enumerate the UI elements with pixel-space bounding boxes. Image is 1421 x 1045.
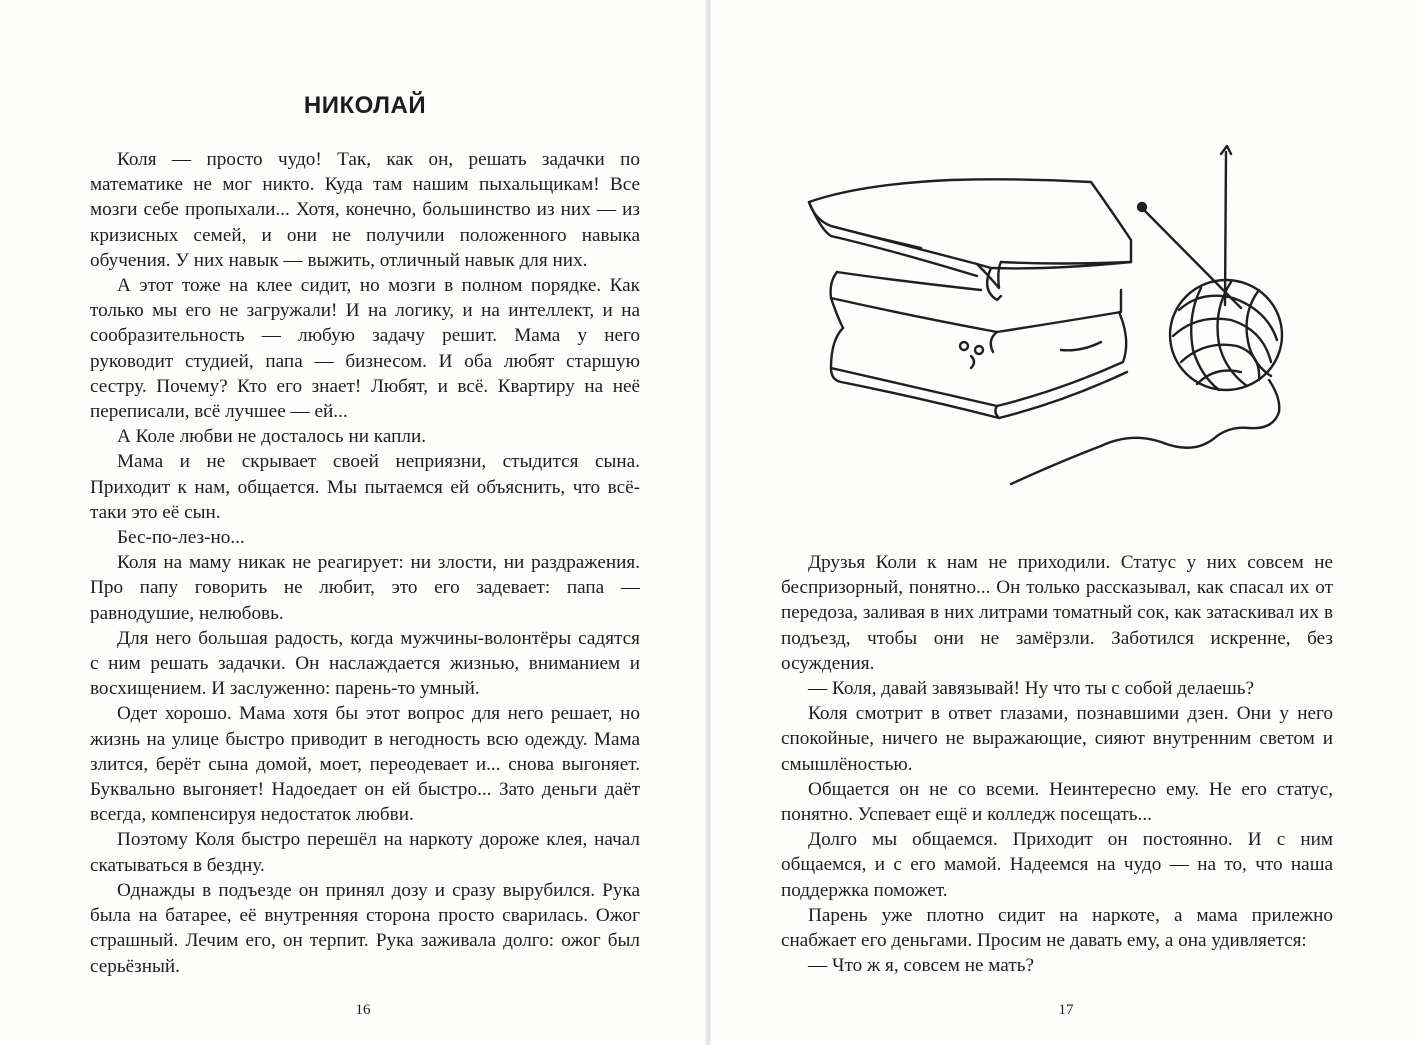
paragraph: Общается он не со всеми. Неинтересно ему. Не его статус, понятно. Успевает ещё и колледж посещать... — [781, 778, 1333, 826]
right-page — [711, 0, 1421, 1045]
paragraph: Долго мы общаемся. Приходит он постоянно. И с ним общаемся, и с его мамой. Надеемся на чудо — на то, что наша поддержка поможет. — [781, 829, 1333, 901]
page-number-right: 17 — [1058, 1002, 1074, 1018]
top-book-drawing — [809, 179, 1131, 300]
yarn-ball-drawing — [1170, 280, 1282, 390]
paragraph: Друзья Коли к нам не приходили. Статус у них совсем не беспризорный, понятно... Он только рассказывал, как спасал их от передоза, заливая в них литрами томатный сок, как затаскивал их в подъезд, чтобы они не замёрзли. Заботился искренне, без осуждения. — [781, 552, 1333, 674]
paragraph: А этот тоже на клее сидит, но мозги в полном порядке. Как только мы его не загружали! И на логику, и на интеллект, и на сообразительность — любую задачу решит. Мама у него руководит студией, папа — бизнесом. И оба любят старшую сестру. Почему? Кто его знает! Любят, и всё. Квартиру на неё переписали, всё лучшее — ей... — [90, 275, 640, 423]
knitting-needles-drawing — [1138, 146, 1241, 308]
middle-book-drawing — [831, 272, 1121, 352]
paragraph: Коля смотрит в ответ глазами, познавшими дзен. Они у него спокойные, ничего не выражающие, сияют внутренним светом и смышлёностью. — [781, 703, 1333, 775]
paragraph: Однажды в подъезде он принял дозу и сразу вырубился. Рука была на батарее, её внутренняя сторона просто сварилась. Ожог страшный. Лечим его, он терпит. Рука заживала долго: ожог был серьёзный. — [90, 879, 640, 977]
paragraph: Для него большая радость, когда мужчины-волонтёры садятся с ним решать задачки. Он наслаждается жизнью, вниманием и восхищением. И заслуженно: парень-то умный. — [90, 627, 640, 700]
paragraph: Поэтому Коля быстро перешёл на наркоту дороже клея, начал скатываться в бездну. — [90, 829, 640, 876]
chapter-title: НИКОЛАЙ — [303, 92, 427, 119]
left-page — [0, 0, 708, 1045]
paragraph: А Коле любви не досталось ни капли. — [117, 426, 427, 448]
paragraph: — Коля, давай завязывай! Ну что ты с собой делаешь? — [808, 678, 1255, 700]
left-page-text — [90, 147, 640, 979]
books-and-yarn-illustration — [801, 140, 1341, 500]
paragraph: Парень уже плотно сидит на наркоте, а мама прилежно снабжает его деньгами. Просим не давать ему, а она удивляется: — [781, 904, 1333, 952]
paragraph: — Что ж я, совсем не мать? — [808, 955, 1034, 977]
paragraph: Мама и не скрывает своей неприязни, стыдится сына. Приходит к нам, общается. Мы пытаемся ей объяснить, что всё-таки это её сын. — [90, 451, 640, 523]
right-page-text — [781, 550, 1333, 978]
paragraph: Коля на маму никак не реагирует: ни злости, ни раздражения. Про папу говорить не любит, это его задевает: папа — равнодушие, нелюбовь. — [90, 552, 640, 624]
paragraph: Коля — просто чудо! Так, как он, решать задачки по математике не мог никто. Куда там нашим пыхальщикам! Все мозги себе пропыхали... Хотя, конечно, большинство из них — из кризисных семей, и они не получили положенного навыка обучения. У них навык — выжить, отличный навык для них. — [90, 149, 640, 271]
paragraph: Одет хорошо. Мама хотя бы этот вопрос для него решает, но жизнь на улице быстро приводит в негодность всю одежду. Мама злится, берёт сына домой, моет, переодевает и... снова выгоняет. Буквально выгоняет! Надоедает он ей быстро... Зато деньги даёт всегда, компенсируя недостаток любви. — [90, 703, 640, 826]
paragraph: Бес-по-лез-но... — [117, 527, 245, 549]
loose-yarn-strand — [1011, 380, 1279, 484]
page-number-left: 16 — [355, 1002, 371, 1018]
